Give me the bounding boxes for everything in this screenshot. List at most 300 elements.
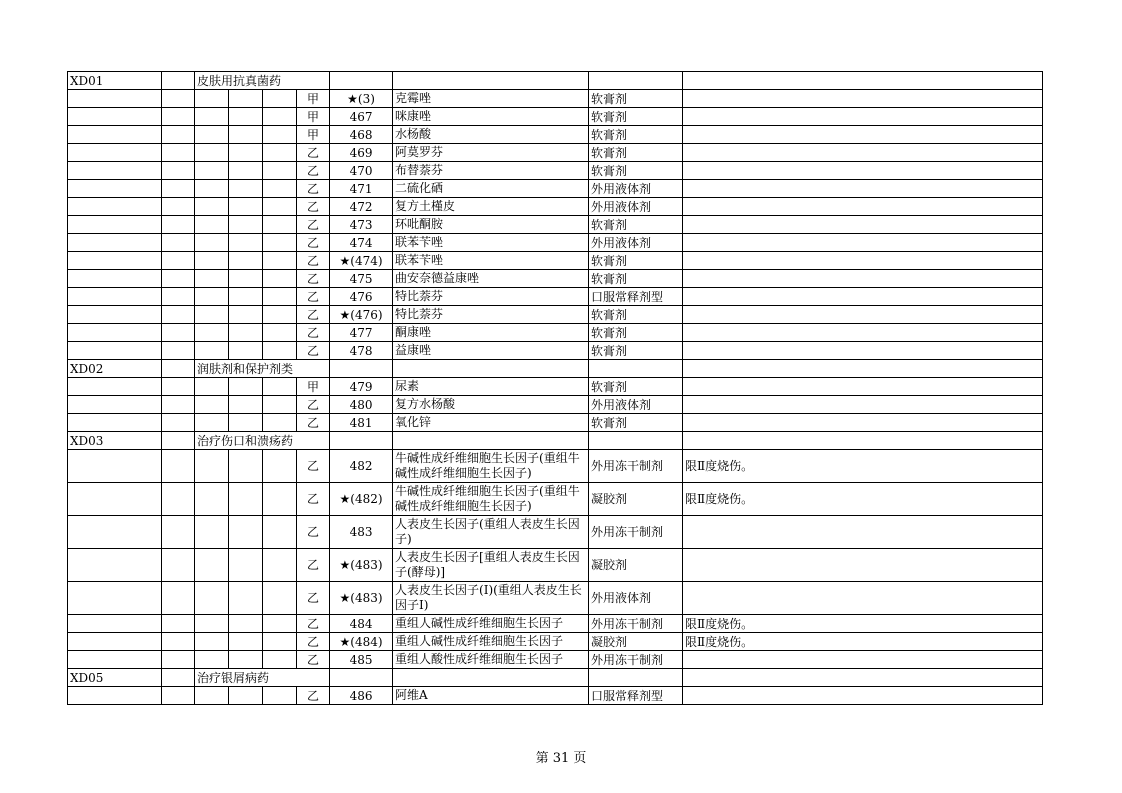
blank-cell — [162, 270, 195, 288]
section-row — [68, 360, 1043, 378]
blank-cell — [229, 450, 263, 483]
class-cell: 乙 — [297, 549, 330, 582]
dosage-form-cell: 软膏剂 — [589, 306, 683, 324]
name-cell: 联苯苄唑 — [393, 234, 589, 252]
drug-list-table — [67, 71, 1043, 705]
remark-cell — [683, 108, 1043, 126]
blank-cell — [195, 216, 229, 234]
blank-cell — [229, 414, 263, 432]
class-cell: 乙 — [297, 270, 330, 288]
category-code-cell — [68, 90, 162, 108]
blank-cell — [263, 450, 297, 483]
blank-cell — [162, 342, 195, 360]
number-cell: 479 — [330, 378, 393, 396]
class-cell: 乙 — [297, 288, 330, 306]
remark-cell — [683, 144, 1043, 162]
table-row — [68, 90, 1043, 108]
table-row — [68, 687, 1043, 705]
table-row — [68, 126, 1043, 144]
name-cell: 联苯苄唑 — [393, 252, 589, 270]
category-code-cell — [68, 378, 162, 396]
number-cell — [393, 360, 589, 378]
category-code-cell — [68, 582, 162, 615]
blank-cell — [229, 126, 263, 144]
name-cell: 环吡酮胺 — [393, 216, 589, 234]
name-cell: 牛碱性成纤维细胞生长因子(重组牛碱性成纤维细胞生长因子) — [393, 483, 589, 516]
blank-cell — [229, 378, 263, 396]
blank-cell — [162, 651, 195, 669]
blank-cell — [229, 162, 263, 180]
dosage-form-cell: 外用液体剂 — [589, 582, 683, 615]
category-code-cell — [68, 162, 162, 180]
name-cell: 人表皮生长因子(Ⅰ)(重组人表皮生长因子Ⅰ) — [393, 582, 589, 615]
section-row — [68, 72, 1043, 90]
class-cell: 甲 — [297, 108, 330, 126]
name-cell: 重组人酸性成纤维细胞生长因子 — [393, 651, 589, 669]
category-title-cell: 治疗伤口和溃疡药 — [195, 432, 330, 450]
remark-cell — [683, 216, 1043, 234]
number-cell: 469 — [330, 144, 393, 162]
remark-cell — [683, 516, 1043, 549]
number-cell: 470 — [330, 162, 393, 180]
remark-cell — [683, 396, 1043, 414]
class-cell: 乙 — [297, 198, 330, 216]
dosage-form-cell: 软膏剂 — [589, 342, 683, 360]
class-cell: 乙 — [297, 144, 330, 162]
number-cell: ★(483) — [330, 582, 393, 615]
dosage-form-cell: 外用液体剂 — [589, 180, 683, 198]
blank-cell — [195, 90, 229, 108]
number-cell: 475 — [330, 270, 393, 288]
dosage-form-cell: 外用冻干制剂 — [589, 615, 683, 633]
blank-cell — [229, 198, 263, 216]
name-cell: 氧化锌 — [393, 414, 589, 432]
blank-cell — [229, 633, 263, 651]
dosage-form-cell: 外用液体剂 — [589, 396, 683, 414]
class-cell: 乙 — [297, 306, 330, 324]
number-cell — [393, 432, 589, 450]
blank-cell — [229, 396, 263, 414]
class-cell: 乙 — [297, 396, 330, 414]
class-cell: 乙 — [297, 450, 330, 483]
category-title-cell: 润肤剂和保护剂类 — [195, 360, 330, 378]
blank-cell — [162, 414, 195, 432]
table-row — [68, 396, 1043, 414]
category-code-cell — [68, 234, 162, 252]
name-cell: 阿莫罗芬 — [393, 144, 589, 162]
name-cell: 人表皮生长因子(重组人表皮生长因子) — [393, 516, 589, 549]
dosage-form-cell: 软膏剂 — [589, 414, 683, 432]
blank-cell — [263, 144, 297, 162]
category-code-cell — [68, 342, 162, 360]
blank-cell — [263, 378, 297, 396]
blank-cell — [263, 549, 297, 582]
class-cell: 乙 — [297, 180, 330, 198]
dosage-form-cell: 软膏剂 — [589, 324, 683, 342]
dosage-form-cell: 口服常释剂型 — [589, 288, 683, 306]
blank-cell — [162, 144, 195, 162]
class-cell: 乙 — [297, 162, 330, 180]
blank-cell — [263, 615, 297, 633]
remark-cell — [683, 306, 1043, 324]
number-cell: 474 — [330, 234, 393, 252]
class-cell: 乙 — [297, 234, 330, 252]
dosage-form-cell: 外用液体剂 — [589, 234, 683, 252]
category-code-cell — [68, 126, 162, 144]
blank-cell — [229, 288, 263, 306]
blank-cell — [263, 687, 297, 705]
blank-cell — [263, 288, 297, 306]
blank-cell — [229, 549, 263, 582]
table-row — [68, 549, 1043, 582]
blank-cell — [229, 144, 263, 162]
blank-cell — [229, 615, 263, 633]
dosage-form-cell: 软膏剂 — [589, 162, 683, 180]
category-code-cell — [68, 306, 162, 324]
blank-cell — [162, 450, 195, 483]
remark-cell — [683, 288, 1043, 306]
blank-cell — [263, 633, 297, 651]
blank-cell — [162, 288, 195, 306]
number-cell: ★(484) — [330, 633, 393, 651]
blank-cell — [229, 180, 263, 198]
blank-cell — [195, 252, 229, 270]
number-cell — [393, 669, 589, 687]
blank-cell — [229, 687, 263, 705]
remark-cell — [683, 414, 1043, 432]
table-row — [68, 324, 1043, 342]
blank-cell — [263, 216, 297, 234]
blank-cell — [195, 144, 229, 162]
number-cell: ★(476) — [330, 306, 393, 324]
name-cell — [589, 72, 683, 90]
name-cell: 重组人碱性成纤维细胞生长因子 — [393, 633, 589, 651]
category-code-cell — [68, 615, 162, 633]
blank-cell — [263, 234, 297, 252]
name-cell: 尿素 — [393, 378, 589, 396]
blank-cell — [263, 306, 297, 324]
name-cell: 曲安奈德益康唑 — [393, 270, 589, 288]
blank-cell — [229, 516, 263, 549]
dosage-form-cell: 软膏剂 — [589, 216, 683, 234]
category-code-cell: XD01 — [68, 72, 162, 90]
blank-cell — [162, 306, 195, 324]
class-cell — [330, 669, 393, 687]
name-cell — [589, 360, 683, 378]
remark-cell — [683, 234, 1043, 252]
blank-cell — [263, 126, 297, 144]
number-cell: 476 — [330, 288, 393, 306]
table-row — [68, 252, 1043, 270]
number-cell: 478 — [330, 342, 393, 360]
blank-cell — [263, 270, 297, 288]
dosage-form-cell: 软膏剂 — [589, 378, 683, 396]
class-cell — [330, 72, 393, 90]
name-cell: 牛碱性成纤维细胞生长因子(重组牛碱性成纤维细胞生长因子) — [393, 450, 589, 483]
table-row — [68, 633, 1043, 651]
number-cell — [393, 72, 589, 90]
dosage-form-cell: 外用冻干制剂 — [589, 450, 683, 483]
blank-cell — [195, 198, 229, 216]
number-cell: 471 — [330, 180, 393, 198]
dosage-form-cell: 外用冻干制剂 — [589, 651, 683, 669]
blank-cell — [162, 483, 195, 516]
blank-cell — [162, 126, 195, 144]
table-row — [68, 198, 1043, 216]
blank-cell — [229, 252, 263, 270]
blank-cell — [195, 270, 229, 288]
blank-cell — [263, 396, 297, 414]
number-cell: ★(483) — [330, 549, 393, 582]
dosage-form-cell — [683, 360, 1043, 378]
remark-cell — [683, 90, 1043, 108]
name-cell: 重组人碱性成纤维细胞生长因子 — [393, 615, 589, 633]
remark-cell — [683, 162, 1043, 180]
blank-cell — [162, 108, 195, 126]
remark-cell: 限Ⅱ度烧伤。 — [683, 450, 1043, 483]
blank-cell — [195, 615, 229, 633]
category-code-cell — [68, 651, 162, 669]
name-cell: 复方土槿皮 — [393, 198, 589, 216]
blank-cell — [195, 126, 229, 144]
name-cell: 人表皮生长因子[重组人表皮生长因子(酵母)] — [393, 549, 589, 582]
name-cell: 特比萘芬 — [393, 288, 589, 306]
blank-cell — [263, 324, 297, 342]
name-cell: 布替萘芬 — [393, 162, 589, 180]
table-row — [68, 582, 1043, 615]
category-code-cell — [68, 252, 162, 270]
blank-cell — [229, 306, 263, 324]
class-cell: 乙 — [297, 483, 330, 516]
class-cell: 乙 — [297, 324, 330, 342]
class-cell: 甲 — [297, 90, 330, 108]
blank-cell — [162, 582, 195, 615]
blank-cell — [162, 432, 195, 450]
remark-cell: 限Ⅱ度烧伤。 — [683, 483, 1043, 516]
section-row — [68, 669, 1043, 687]
remark-cell: 限Ⅱ度烧伤。 — [683, 633, 1043, 651]
category-code-cell — [68, 549, 162, 582]
dosage-form-cell: 软膏剂 — [589, 144, 683, 162]
dosage-form-cell: 外用液体剂 — [589, 198, 683, 216]
blank-cell — [195, 288, 229, 306]
category-code-cell — [68, 324, 162, 342]
table-row — [68, 651, 1043, 669]
dosage-form-cell — [683, 72, 1043, 90]
blank-cell — [229, 342, 263, 360]
category-code-cell — [68, 450, 162, 483]
category-code-cell — [68, 288, 162, 306]
name-cell: 二硫化硒 — [393, 180, 589, 198]
class-cell: 甲 — [297, 378, 330, 396]
category-code-cell — [68, 633, 162, 651]
number-cell: 484 — [330, 615, 393, 633]
blank-cell — [162, 633, 195, 651]
class-cell: 乙 — [297, 342, 330, 360]
blank-cell — [162, 198, 195, 216]
class-cell — [330, 360, 393, 378]
blank-cell — [162, 378, 195, 396]
name-cell: 益康唑 — [393, 342, 589, 360]
category-code-cell: XD05 — [68, 669, 162, 687]
name-cell: 酮康唑 — [393, 324, 589, 342]
blank-cell — [162, 72, 195, 90]
category-code-cell — [68, 198, 162, 216]
remark-cell: 限Ⅱ度烧伤。 — [683, 615, 1043, 633]
blank-cell — [195, 162, 229, 180]
blank-cell — [195, 687, 229, 705]
number-cell: 485 — [330, 651, 393, 669]
dosage-form-cell: 凝胶剂 — [589, 549, 683, 582]
blank-cell — [229, 651, 263, 669]
table-row — [68, 450, 1043, 483]
class-cell: 甲 — [297, 126, 330, 144]
blank-cell — [263, 516, 297, 549]
table-row — [68, 288, 1043, 306]
number-cell: ★(482) — [330, 483, 393, 516]
number-cell: 472 — [330, 198, 393, 216]
number-cell: 467 — [330, 108, 393, 126]
table-body — [68, 72, 1043, 705]
name-cell: 咪康唑 — [393, 108, 589, 126]
blank-cell — [229, 108, 263, 126]
blank-cell — [195, 450, 229, 483]
blank-cell — [162, 516, 195, 549]
remark-cell — [683, 651, 1043, 669]
blank-cell — [162, 549, 195, 582]
number-cell: 480 — [330, 396, 393, 414]
dosage-form-cell: 软膏剂 — [589, 126, 683, 144]
blank-cell — [195, 414, 229, 432]
blank-cell — [195, 483, 229, 516]
dosage-form-cell: 软膏剂 — [589, 252, 683, 270]
blank-cell — [162, 90, 195, 108]
class-cell: 乙 — [297, 216, 330, 234]
table-row — [68, 378, 1043, 396]
class-cell: 乙 — [297, 516, 330, 549]
number-cell: 482 — [330, 450, 393, 483]
blank-cell — [195, 234, 229, 252]
number-cell: 468 — [330, 126, 393, 144]
remark-cell — [683, 270, 1043, 288]
blank-cell — [229, 90, 263, 108]
page-number: 第 31 页 — [535, 751, 587, 766]
category-code-cell — [68, 216, 162, 234]
dosage-form-cell: 凝胶剂 — [589, 633, 683, 651]
dosage-form-cell — [683, 669, 1043, 687]
name-cell: 特比萘芬 — [393, 306, 589, 324]
remark-cell — [683, 252, 1043, 270]
table-row — [68, 342, 1043, 360]
remark-cell — [683, 198, 1043, 216]
blank-cell — [162, 615, 195, 633]
number-cell: 486 — [330, 687, 393, 705]
table-row — [68, 270, 1043, 288]
blank-cell — [229, 324, 263, 342]
blank-cell — [229, 483, 263, 516]
class-cell: 乙 — [297, 252, 330, 270]
blank-cell — [195, 342, 229, 360]
blank-cell — [195, 651, 229, 669]
dosage-form-cell: 外用冻干制剂 — [589, 516, 683, 549]
number-cell: 477 — [330, 324, 393, 342]
name-cell: 复方水杨酸 — [393, 396, 589, 414]
blank-cell — [263, 90, 297, 108]
name-cell — [589, 432, 683, 450]
blank-cell — [263, 342, 297, 360]
blank-cell — [162, 360, 195, 378]
category-title-cell: 治疗银屑病药 — [195, 669, 330, 687]
remark-cell — [683, 342, 1043, 360]
section-row — [68, 432, 1043, 450]
name-cell: 克霉唑 — [393, 90, 589, 108]
remark-cell — [683, 549, 1043, 582]
category-code-cell — [68, 414, 162, 432]
dosage-form-cell: 口服常释剂型 — [589, 687, 683, 705]
name-cell: 水杨酸 — [393, 126, 589, 144]
blank-cell — [263, 414, 297, 432]
category-code-cell: XD02 — [68, 360, 162, 378]
blank-cell — [162, 234, 195, 252]
number-cell: ★(474) — [330, 252, 393, 270]
blank-cell — [162, 216, 195, 234]
name-cell: 阿维A — [393, 687, 589, 705]
blank-cell — [263, 252, 297, 270]
blank-cell — [229, 582, 263, 615]
table-row — [68, 615, 1043, 633]
category-code-cell — [68, 687, 162, 705]
class-cell: 乙 — [297, 687, 330, 705]
blank-cell — [263, 651, 297, 669]
category-code-cell — [68, 483, 162, 516]
number-cell: 483 — [330, 516, 393, 549]
remark-cell — [683, 582, 1043, 615]
table-row — [68, 414, 1043, 432]
category-title-cell: 皮肤用抗真菌药 — [195, 72, 330, 90]
blank-cell — [229, 216, 263, 234]
category-code-cell — [68, 396, 162, 414]
blank-cell — [195, 396, 229, 414]
blank-cell — [263, 180, 297, 198]
remark-cell — [683, 378, 1043, 396]
category-code-cell: XD03 — [68, 432, 162, 450]
table-row — [68, 306, 1043, 324]
class-cell: 乙 — [297, 615, 330, 633]
blank-cell — [195, 324, 229, 342]
name-cell — [589, 669, 683, 687]
blank-cell — [263, 582, 297, 615]
blank-cell — [195, 633, 229, 651]
class-cell: 乙 — [297, 633, 330, 651]
blank-cell — [195, 516, 229, 549]
class-cell — [330, 432, 393, 450]
blank-cell — [162, 252, 195, 270]
blank-cell — [195, 306, 229, 324]
class-cell: 乙 — [297, 414, 330, 432]
number-cell: ★(3) — [330, 90, 393, 108]
blank-cell — [162, 669, 195, 687]
dosage-form-cell: 凝胶剂 — [589, 483, 683, 516]
blank-cell — [162, 396, 195, 414]
remark-cell — [683, 180, 1043, 198]
table-row — [68, 162, 1043, 180]
blank-cell — [195, 549, 229, 582]
blank-cell — [263, 198, 297, 216]
blank-cell — [263, 162, 297, 180]
dosage-form-cell: 软膏剂 — [589, 270, 683, 288]
blank-cell — [229, 234, 263, 252]
blank-cell — [162, 162, 195, 180]
